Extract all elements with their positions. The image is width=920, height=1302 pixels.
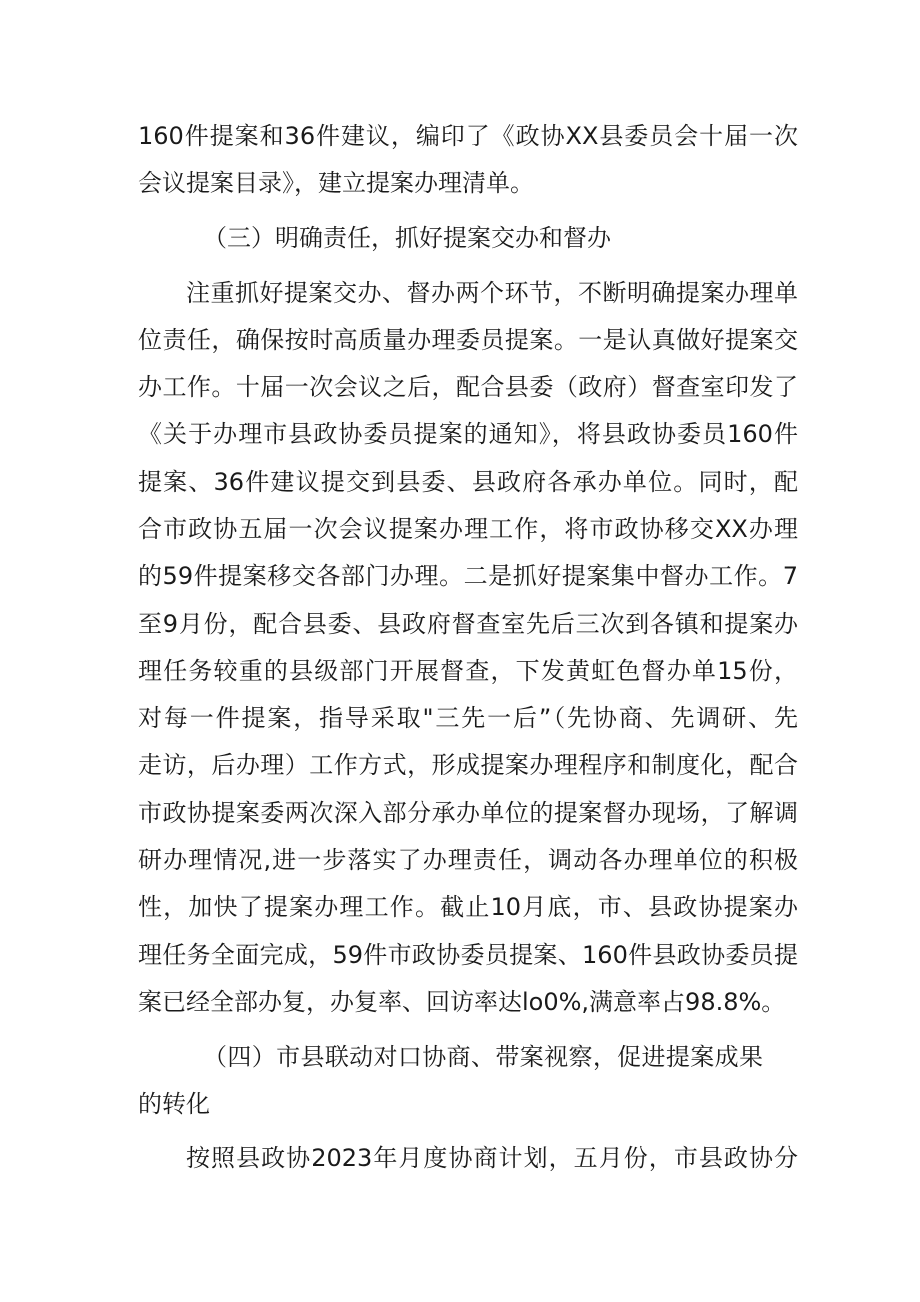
paragraph-first-line: 注重抓好提案交办、督办两个环节，不断明确提案办理单: [186, 279, 798, 307]
body-text-line: 提案、36件建议提交到县委、县政府各承办单位。同时，配: [138, 468, 798, 496]
body-text-line: 理任务较重的县级部门开展督查，下发黄虹色督办单15份，: [138, 657, 798, 685]
body-text-line: 案已经全部办复，办复率、回访率达lo0%,满意率占98.8%。: [138, 988, 786, 1016]
body-text-line: 市政协提案委两次深入部分承办单位的提案督办现场，了解调: [138, 799, 798, 827]
body-text-line: 性，加快了提案办理工作。截止10月底，市、县政协提案办: [138, 893, 798, 921]
body-text-line: 走访，后办理）工作方式，形成提案办理程序和制度化，配合: [138, 751, 798, 779]
body-text-line: 《关于办理市县政协委员提案的通知》，将县政协委员160件: [138, 420, 798, 448]
body-text-line: 合市政协五届一次会议提案办理工作，将市政协移交XX办理: [138, 515, 798, 543]
body-text-line: 至9月份，配合县委、县政府督查室先后三次到各镇和提案办: [138, 610, 798, 638]
body-text-line: 位责任，确保按时高质量办理委员提案。一是认真做好提案交: [138, 326, 798, 354]
section-heading: （三）明确责任，抓好提案交办和督办: [203, 224, 611, 252]
section-heading-continuation: 的转化: [138, 1090, 210, 1118]
body-text-line: 办工作。十届一次会议之后，配合县委（政府）督查室印发了: [138, 373, 798, 401]
section-heading: （四）市县联动对口协商、带案视察，促进提案成果: [203, 1043, 763, 1071]
body-text-line: 会议提案目录》，建立提案办理清单。: [138, 169, 534, 197]
body-text-line: 160件提案和36件建议，编印了《政协XX县委员会十届一次: [138, 122, 798, 150]
body-text-line: 的59件提案移交各部门办理。二是抓好提案集中督办工作。7: [138, 562, 798, 590]
body-text-line: 对每一件提案，指导采取"三先一后”（先协商、先调研、先: [138, 704, 798, 732]
body-text-line: 理任务全面完成，59件市政协委员提案、160件县政协委员提: [138, 941, 798, 969]
body-text-line: 研办理情况,进一步落实了办理责任，调动各办理单位的积极: [138, 846, 798, 874]
paragraph-first-line: 按照县政协2023年月度协商计划，五月份，市县政协分: [186, 1144, 798, 1172]
